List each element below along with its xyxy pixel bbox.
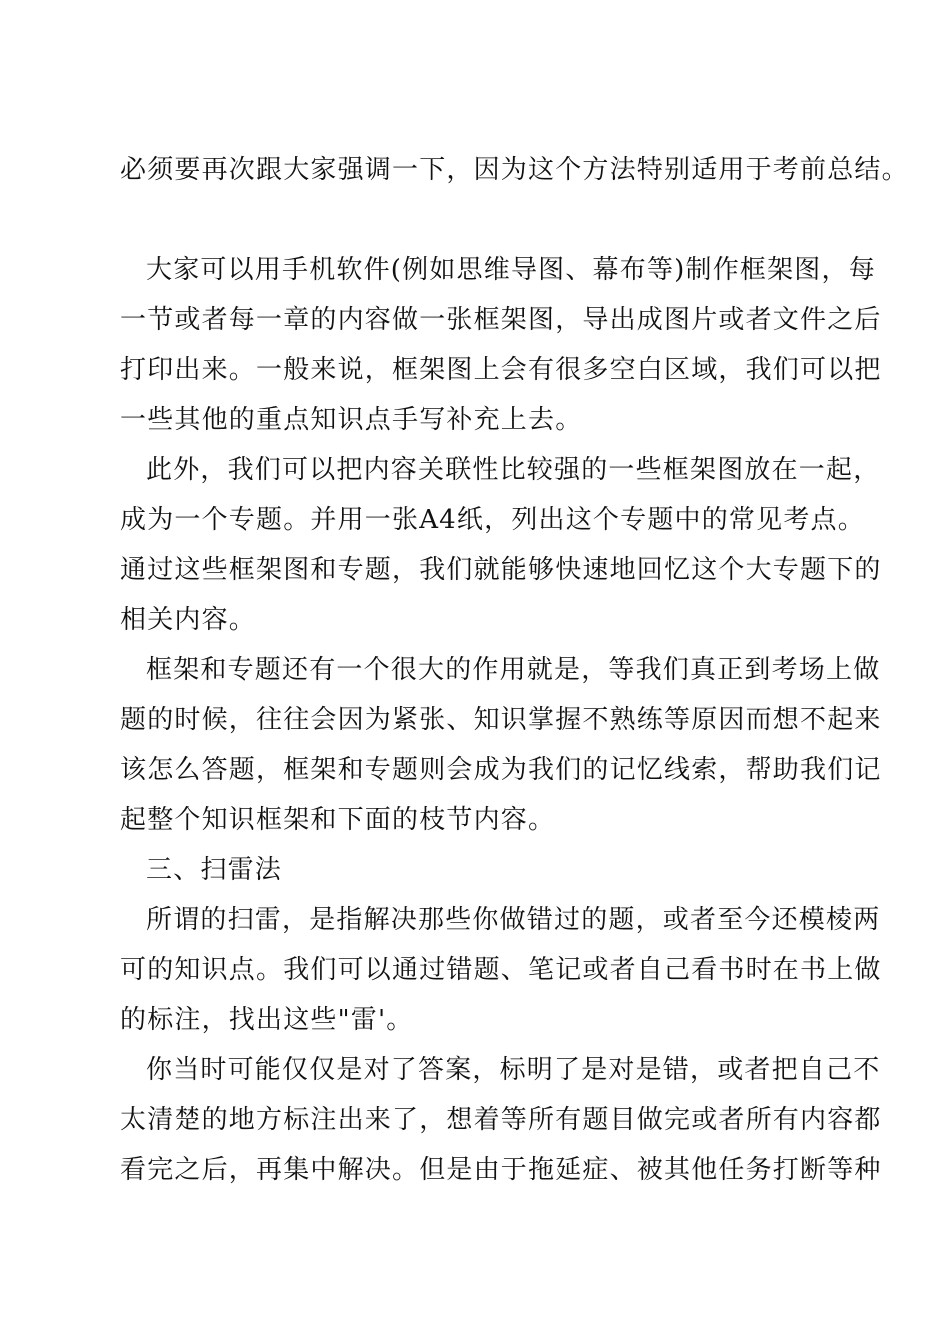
text-line: 成为一个专题。并用一张A4纸，列出这个专题中的常见考点。	[120, 505, 865, 535]
text-line: 起整个知识框架和下面的枝节内容。	[120, 805, 556, 835]
text-line: 相关内容。	[120, 605, 257, 635]
section-heading: 三、扫雷法	[146, 855, 283, 885]
text-line: 一些其他的重点知识点手写补充上去。	[120, 405, 583, 435]
text-line: 必须要再次跟大家强调一下，因为这个方法特别适用于考前总结。	[120, 155, 909, 185]
paragraph-start-line: 框架和专题还有一个很大的作用就是，等我们真正到考场上做	[146, 655, 881, 685]
text-line: 通过这些框架图和专题，我们就能够快速地回忆这个大专题下的	[120, 555, 882, 585]
text-line: 看完之后，再集中解决。但是由于拖延症、被其他任务打断等种	[120, 1155, 882, 1185]
paragraph-start-line: 所谓的扫雷，是指解决那些你做错过的题，或者至今还模棱两	[146, 905, 881, 935]
text-line: 该怎么答题，框架和专题则会成为我们的记忆线索，帮助我们记	[120, 755, 882, 785]
text-line: 太清楚的地方标注出来了，想着等所有题目做完或者所有内容都	[120, 1105, 882, 1135]
text-line: 的标注，找出这些"雷'。	[120, 1005, 414, 1035]
paragraph-start-line: 大家可以用手机软件(例如思维导图、幕布等)制作框架图，每	[146, 255, 876, 285]
paragraph-start-line: 此外，我们可以把内容关联性比较强的一些框架图放在一起，	[146, 455, 881, 485]
paragraph-start-line: 你当时可能仅仅是对了答案，标明了是对是错，或者把自己不	[146, 1055, 881, 1085]
text-line: 打印出来。一般来说，框架图上会有很多空白区域，我们可以把	[120, 355, 882, 385]
text-line: 题的时候，往往会因为紧张、知识掌握不熟练等原因而想不起来	[120, 705, 882, 735]
text-line: 可的知识点。我们可以通过错题、笔记或者自己看书时在书上做	[120, 955, 882, 985]
text-line: 一节或者每一章的内容做一张框架图，导出成图片或者文件之后	[120, 305, 882, 335]
